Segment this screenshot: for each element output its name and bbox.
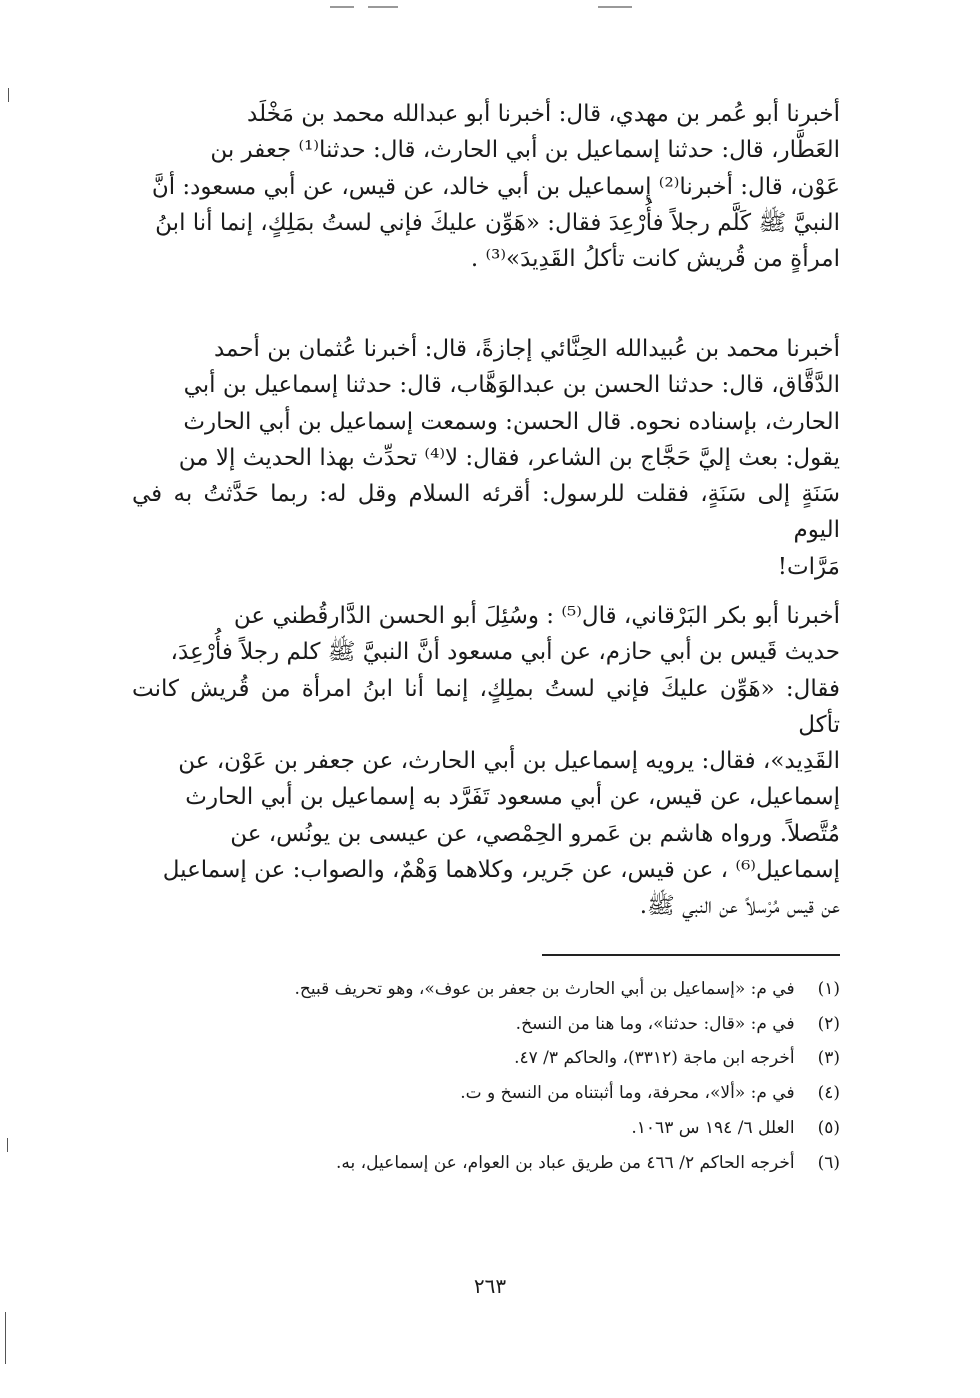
top-scan-line-left	[330, 6, 354, 8]
paragraph-3	[132, 598, 840, 925]
paragraph-line: القَدِيد»، فقال: يرويه إسماعيل بن أبي الحارث، عن جعفر بن عَوْن، عن	[178, 748, 840, 775]
paragraph-line: عَوْن، قال: أخبرنا⁽²⁾ إسماعيل بن أبي خالد، عن قيس، عن أبي مسعود: أنَّ	[151, 173, 840, 200]
left-margin-mark-top	[8, 88, 9, 102]
footnote-number: (٣)	[817, 1048, 840, 1069]
paragraph-line: الحارث، بإسناده نحوه. قال الحسن: وسمعت إسماعيل بن أبي الحارث	[183, 408, 840, 435]
footnote-text: في م: «إسماعيل بن أبي الحارث بن جعفر بن عوف»، وهو تحريف قبيح.	[294, 979, 795, 999]
paragraph-1	[132, 96, 840, 277]
footnote	[132, 1146, 840, 1181]
paragraph-line: مَرَّات!	[777, 553, 840, 580]
paragraph-2	[132, 331, 840, 585]
footnote-separator	[542, 954, 840, 956]
footnote-number: (٥)	[817, 1117, 840, 1138]
page-number: ٢٦٣	[473, 1274, 507, 1298]
paragraph-line: أخبرنا أبو بكر البَرْقاني، قال⁽⁵⁾ : وسُئِلَ أبو الحسن الدَّارقُطني عن	[233, 603, 840, 629]
paragraph-line: سَنَةٍ إلى سَنَةٍ، فقلت للرسول: أقرئه السلام وقل له: ربما حَدَّثتُ به في اليوم	[132, 481, 840, 544]
paragraph-line: أخبرنا محمد بن عُبيدالله الحِنَّائي إجازةً، قال: أخبرنا عُثمان بن أحمد	[213, 336, 840, 362]
footnote	[132, 1076, 840, 1111]
footnote-number: (٢)	[817, 1013, 840, 1034]
footnote	[132, 1041, 840, 1076]
top-scan-line-far	[598, 6, 632, 8]
paragraph-line: إسماعيل، عن قيس، عن أبي مسعود تَفَرَّد به إسماعيل بن أبي الحارث	[185, 784, 840, 811]
paragraph-line: الدَّقَّاق، قال: حدثنا الحسن بن عبدالوَهَّاب، قال: حدثنا إسماعيل بن أبي	[183, 372, 840, 399]
footnote-text: في م: «قال: حدثنا»، وما هنا من النسخ.	[515, 1013, 795, 1034]
paragraph-line: النبيَّ ﷺ كَلَّم رجلاً فأُرْعِدَ فقال: «هَوِّن عليكَ فإني لستُ بمَلِكٍ، إنما أنا ابنُ	[155, 209, 840, 236]
footnote-text: أخرجه الحاكم ٢/ ٤٦٦ من طريق عباد بن العوام، عن إسماعيل، به.	[336, 1152, 795, 1173]
footnote	[132, 972, 840, 1007]
footnote-text: في م: «ألا»، محرفة، وما أثبتناه من النسخ و ت.	[460, 1083, 795, 1104]
footnote	[132, 1007, 840, 1042]
paragraph-line: حديث قَيس بن أبي حازم، عن أبي مسعود أنَّ النبيَّ ﷺ كلم رجلاً فأُرْعِدَ،	[170, 639, 840, 666]
footnote-number: (٤)	[817, 1083, 840, 1104]
footnote-number: (٦)	[817, 1152, 840, 1173]
paragraph-line: أخبرنا أبو عُمر بن مهدي، قال: أخبرنا أبو عبدالله محمد بن مَخْلَد	[247, 101, 840, 127]
paragraph-line: امرأةٍ من قُريش كانت تأكلُ القَدِيدَ»⁽³⁾ .	[470, 246, 840, 273]
paragraph-line: يقول: بعث إليَّ حَجَّاج بن الشاعر، فقال: لا⁽⁴⁾ تحدِّث بهذا الحديث إلا من	[178, 444, 840, 471]
paragraph-line: إسماعيل⁽⁶⁾ ، عن قيس، عن جَرير، وكلاهما وَهْمٌ، والصواب: عن إسماعيل	[162, 857, 840, 884]
footnote	[132, 1111, 840, 1146]
top-scan-line-right	[368, 6, 398, 8]
left-margin-mark-mid	[7, 1138, 8, 1152]
paragraph-line: فقال: «هَوِّن عليكَ فإني لستُ بملِكٍ، إنما أنا ابنُ امرأة من قُريش كانت تأكل	[132, 675, 840, 738]
paragraph-line: العَطَّار، قال: حدثنا إسماعيل بن أبي الحارث، قال: حدثنا⁽¹⁾ جعفر بن	[210, 137, 840, 164]
footnote-text: أخرجه ابن ماجة (٣٣١٢)، والحاكم ٣/ ٤٧.	[514, 1048, 795, 1069]
footnotes	[132, 972, 840, 1180]
paragraph-line: مُتَّصلاً. ورواه هاشم بن عَمرو الحِمْصي، عن عيسى بن يونُس، عن	[230, 820, 840, 847]
paragraph-line: عن قيس مُرْسلاً عن النبي ﷺ.	[639, 893, 840, 920]
footnote-text: العلل ٦/ ١٩٤ س ١٠٦٣.	[631, 1117, 795, 1138]
footnote-number: (١)	[817, 979, 840, 999]
left-margin-mark-bottom	[5, 1312, 6, 1364]
